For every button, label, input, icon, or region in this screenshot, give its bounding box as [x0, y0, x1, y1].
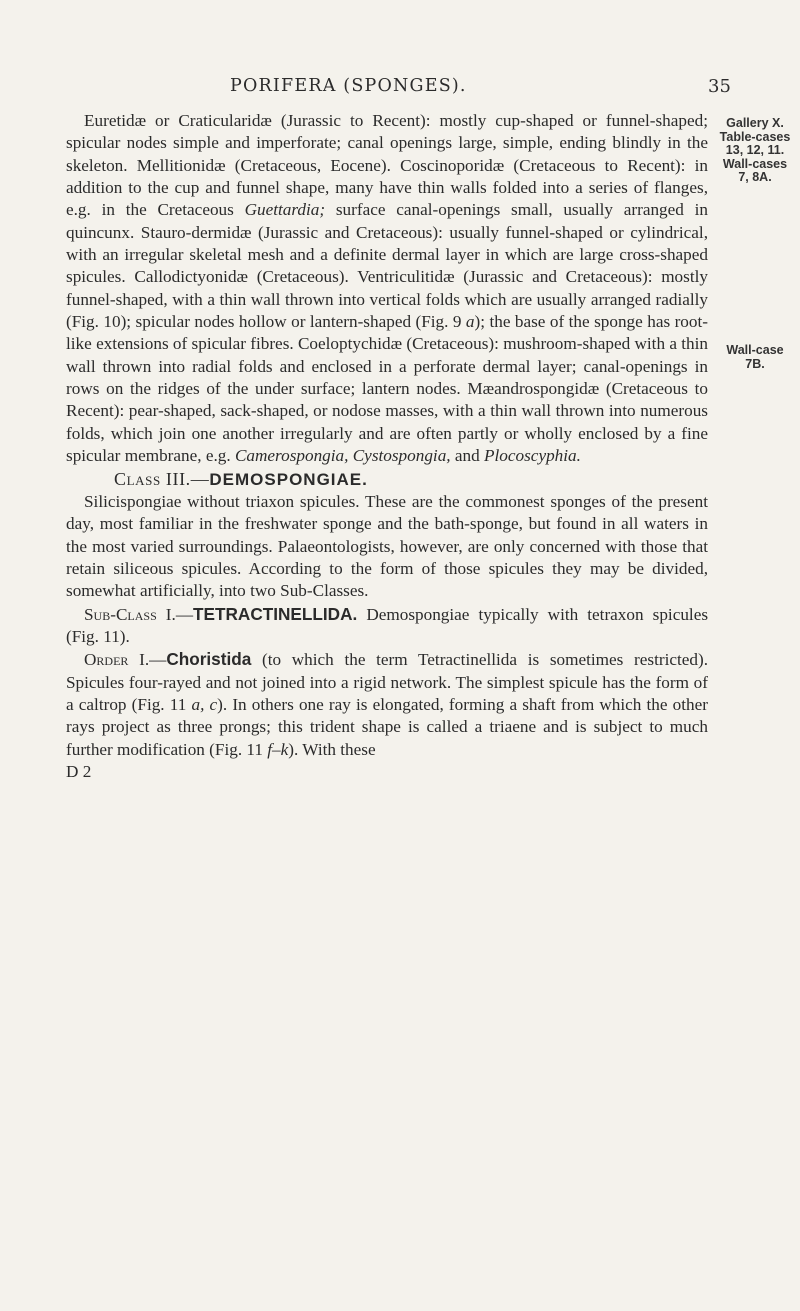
margin-note-line: Wall-cases [722, 156, 788, 171]
margin-note-line: Table-cases [719, 129, 791, 144]
margin-note-line: 7, 8A. [738, 170, 772, 184]
margin-note-gallery [712, 117, 798, 185]
running-head [0, 76, 800, 106]
margin-note-wall-case [712, 344, 798, 371]
margin-note-line: Wall-case [726, 343, 784, 357]
paragraph-order: Order I.—Choristida (to which the term Tetractinellida is sometimes restricted). Spicules four-rayed and not joined into a rigid network. The simplest spicule has the form of a caltrop (Fig. 11 a, c). In others one ray is elongated, forming a shaft from which the other rays project as three prongs; this trident shape is called a triaene and is subject to much further modification (Fig. 11 f–k). With these [66, 649, 708, 759]
margin-note-line: 13, 12, 11. [725, 143, 785, 157]
running-title: PORIFERA (SPONGES). [230, 76, 467, 96]
margin-note-line: Gallery X. [726, 116, 784, 130]
paragraph-hexactinellid-families: Euretidæ or Craticularidæ (Jurassic to Recent): mostly cup-shaped or funnel-shaped; spicular nodes simple and imperforate; canal openings large, simple, ending blindly in the skeleton. Mellitionidæ (Cretaceous, Eocene). Coscinoporidæ (Cretaceous to Recent): in addition to the cup and funnel shape, many have thin walls folded into a series of flanges, e.g. in the Cretaceous Guettardia; surface canal-openings small, usually arranged in quincunx. Stauro-dermidæ (Jurassic and Cretaceous): usually funnel-shaped or cylindrical, with an irregular skeletal mesh and a definite dermal layer in which are large cross-shaped spicules. Callodictyonidæ (Cretaceous). Ventriculitidæ (Jurassic and Cretaceous): mostly funnel-shaped, with a thin wall thrown into vertical folds which are usually arranged radially (Fig. 10); spicular nodes hollow or lantern-shaped (Fig. 9 a); the base of the sponge has root-like extensions of spicular fibres. Coeloptychidæ (Cretaceous): mushroom-shaped with a thin wall thrown into radial folds and enclosed in a perforate dermal layer; canal-openings in rows on the ridges of the under surface; lantern nodes. Mæandrospongidæ (Cretaceous to Recent): pear-shaped, sack-shaped, or nodose masses, with a thin wall thrown into numerous folds, which join one another irregularly and are often partly or wholly enclosed by a fine spicular membrane, e.g. Camerospongia, Cystospongia, and Plocoscyphia. [66, 111, 709, 466]
margin-note-line: 7B. [745, 356, 765, 371]
text-column [66, 110, 708, 783]
page-number: 35 [708, 76, 731, 97]
section-heading: Class III.—DEMOSPONGIAE. [114, 468, 368, 489]
paragraph-demospongiae-intro: Silicispongiae without triaxon spicules. These are the commonest sponges of the present day, most familiar in the freshwater sponge and the bath-sponge, but found in all waters in the most varied surroundings. Palaeontologists, however, are only concerned with those that retain siliceous spicules. According to the form of those spicules they may be divided, somewhat artificially, into two Sub-Classes. [66, 491, 708, 601]
paragraph-subclass: Sub-Class I.—TETRACTINELLIDA. Demospongiae typically with tetraxon spicules (Fig. 11). [66, 603, 709, 646]
signature-mark: D 2 [66, 761, 92, 781]
